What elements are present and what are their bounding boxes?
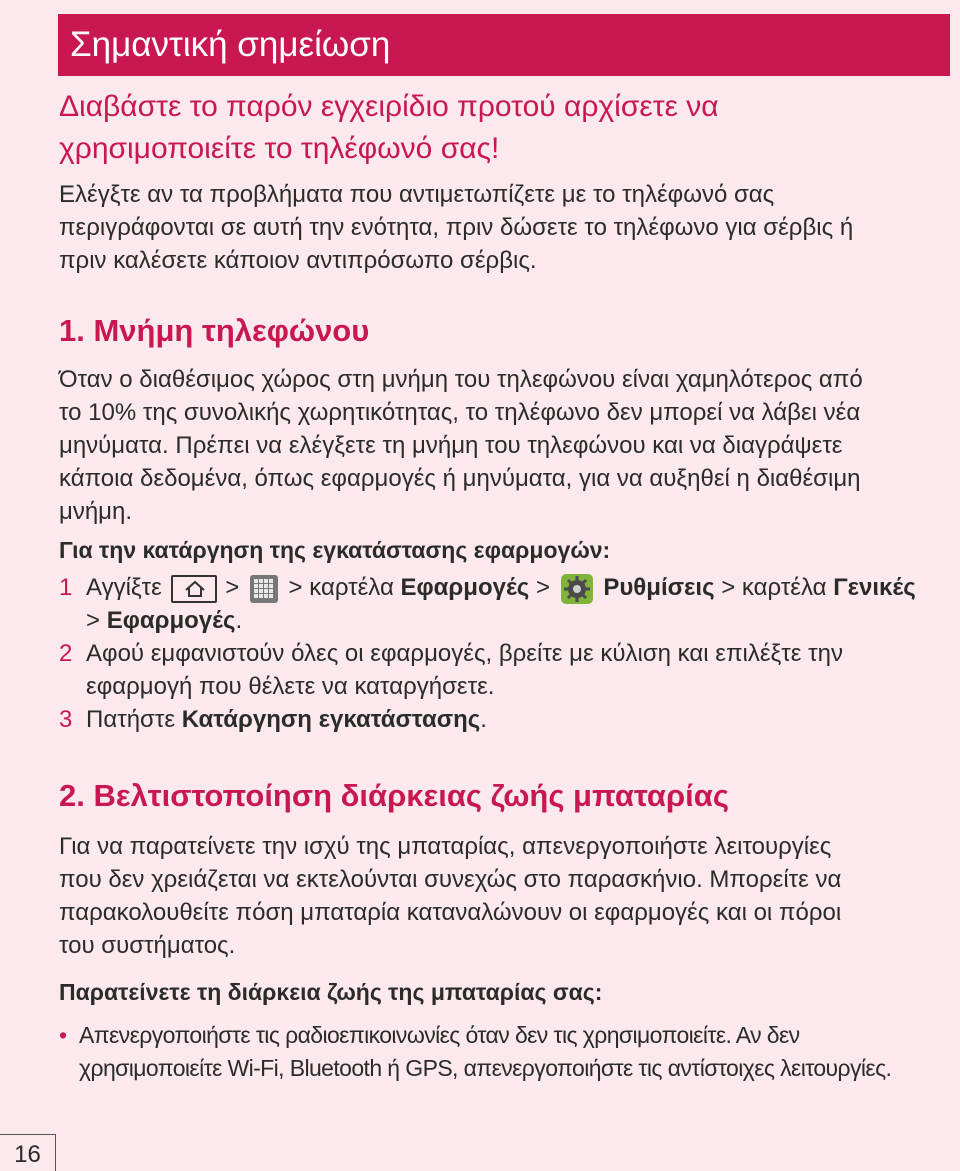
body-line: μνήμη.: [59, 498, 133, 525]
step-text: εφαρμογή που θέλετε να καταργήσετε.: [86, 673, 495, 700]
bullet-text: Απενεργοποιήστε τις ραδιοεπικοινωνίες όταν δεν τις χρησιμοποιείτε. Αν δεν: [79, 1022, 800, 1048]
section-1-heading: 1. Μνήμη τηλεφώνου: [59, 313, 370, 348]
settings-icon: [561, 574, 593, 604]
intro-line: πριν καλέσετε κάποιον αντιπρόσωπο σέρβις.: [59, 247, 537, 274]
lead-heading: [59, 86, 949, 170]
lead-line-1: Διαβάστε το παρόν εγχειρίδιο προτού αρχίσετε να: [59, 90, 719, 123]
step-text: > καρτέλα: [288, 574, 394, 601]
step-text: .: [235, 607, 243, 634]
step-2: [59, 637, 949, 703]
step-number: 2: [59, 640, 73, 667]
step-text: > καρτέλα: [721, 574, 827, 601]
intro-paragraph: [59, 178, 949, 277]
battery-subheading: Παρατείνετε τη διάρκεια ζωής της μπαταρίας σας:: [59, 979, 603, 1005]
section-2-body: [59, 830, 949, 962]
bullet-item: [59, 1019, 949, 1085]
body-line: παρακολουθείτε πόση μπαταρία καταναλώνουν οι εφαρμογές και οι πόροι: [59, 899, 842, 926]
page-number-text: 16: [14, 1141, 41, 1168]
lead-line-2: χρησιμοποιείτε το τηλέφωνό σας!: [59, 132, 500, 165]
intro-line: περιγράφονται σε αυτή την ενότητα, πριν δώσετε το τηλέφωνο για σέρβις ή: [59, 214, 854, 241]
section-1-body: [59, 363, 949, 528]
step-text: .: [480, 706, 487, 733]
section-2-heading: 2. Βελτιστοποίηση διάρκειας ζωής μπαταρίας: [59, 778, 729, 813]
banner-title: Σημαντική σημείωση: [70, 25, 391, 64]
step-text: >: [535, 574, 550, 601]
step-number: 1: [59, 574, 73, 601]
body-line: που δεν χρειάζεται να εκτελούνται συνεχώς στο παρασκήνιο. Μπορείτε να: [59, 866, 842, 893]
page-number: [0, 1134, 56, 1171]
bullet-text: χρησιμοποιείτε Wi-Fi, Bluetooth ή GPS, απενεργοποιήστε τις αντίστοιχες λειτουργίες.: [79, 1055, 892, 1081]
step-text: Αγγίξτε: [86, 574, 162, 601]
bullet-dot: •: [59, 1022, 67, 1048]
step-text: >: [86, 607, 101, 634]
bold-term: Εφαρμογές: [106, 607, 236, 634]
section-banner: [58, 14, 950, 76]
step-number: 3: [59, 706, 73, 733]
body-line: μηνύματα. Πρέπει να ελέγξετε τη μνήμη του τηλεφώνου και να διαγράψετε: [59, 432, 843, 459]
apps-icon: [250, 575, 278, 603]
step-text: >: [225, 574, 240, 601]
bold-term: Εφαρμογές: [400, 574, 530, 601]
step-3: [59, 703, 949, 736]
page-content: [59, 86, 949, 1085]
step-1: [59, 571, 949, 637]
intro-line: Ελέγξτε αν τα προβλήματα που αντιμετωπίζετε με το τηλέφωνό σας: [59, 181, 775, 208]
body-line: κάποια δεδομένα, όπως εφαρμογές ή μηνύματα, για να αυξηθεί η διαθέσιμη: [59, 465, 861, 492]
body-line: του συστήματος.: [59, 932, 236, 959]
bold-term: Γενικές: [833, 574, 916, 601]
bold-term: Ρυθμίσεις: [603, 574, 715, 601]
uninstall-subheading: Για την κατάργηση της εγκατάστασης εφαρμογών:: [59, 537, 611, 563]
home-icon: [171, 575, 217, 603]
body-line: Όταν ο διαθέσιμος χώρος στη μνήμη του τηλεφώνου είναι χαμηλότερος από: [59, 366, 863, 393]
body-line: Για να παρατείνετε την ισχύ της μπαταρίας, απενεργοποιήστε λειτουργίες: [59, 833, 832, 860]
body-line: το 10% της συνολικής χωρητικότητας, το τηλέφωνο δεν μπορεί να λάβει νέα: [59, 399, 861, 426]
step-text: Πατήστε: [86, 706, 176, 733]
bold-term: Κατάργηση εγκατάστασης: [181, 706, 481, 733]
step-text: Αφού εμφανιστούν όλες οι εφαρμογές, βρείτε με κύλιση και επιλέξτε την: [86, 640, 843, 667]
